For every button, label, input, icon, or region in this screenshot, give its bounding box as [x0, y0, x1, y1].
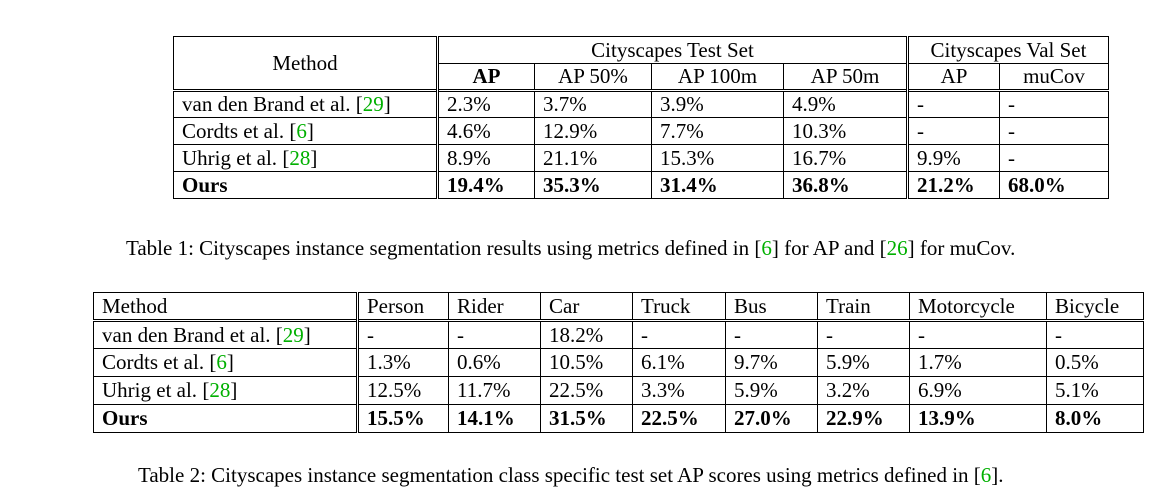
t2-cell: 0.6% [449, 349, 541, 377]
citation-link[interactable]: 26 [886, 236, 908, 260]
t2-cell: 3.2% [818, 377, 910, 405]
t2-cell: 1.3% [358, 349, 449, 377]
t2-cell: - [910, 321, 1047, 349]
t1-cell: 35.3% [535, 172, 652, 199]
t2-cell: 10.5% [541, 349, 633, 377]
t1-row-method: Cordts et al. [6] [174, 118, 438, 145]
table-row [174, 118, 1109, 145]
t1-cell: 12.9% [535, 118, 652, 145]
t2-cell: 0.5% [1047, 349, 1144, 377]
t2-cell: 5.9% [726, 377, 818, 405]
citation-link[interactable]: 6 [761, 236, 772, 260]
t1-cell: 21.2% [908, 172, 1000, 199]
t2-cell: 15.5% [358, 405, 449, 433]
table-row [174, 91, 1109, 118]
t1-cell: 4.9% [784, 91, 908, 118]
citation-link[interactable]: 28 [209, 378, 231, 402]
table-2-caption: Table 2: Cityscapes instance segmentation class specific test set AP scores using metrics defined in [6]. [138, 463, 1004, 487]
t1-cell: - [1000, 91, 1109, 118]
t1-cell: 8.9% [438, 145, 535, 172]
t2-header-bicycle: Bicycle [1047, 293, 1144, 321]
t2-row-method: Cordts et al. [6] [94, 349, 358, 377]
t2-cell: 12.5% [358, 377, 449, 405]
t1-cell: 21.1% [535, 145, 652, 172]
t1-cell: 16.7% [784, 145, 908, 172]
table-2 [93, 292, 1144, 433]
t1-row-method-ours: Ours [174, 172, 438, 199]
t2-header-rider: Rider [449, 293, 541, 321]
t2-header-motorcycle: Motorcycle [910, 293, 1047, 321]
t2-cell: 22.5% [541, 377, 633, 405]
t2-header-truck: Truck [633, 293, 726, 321]
t2-cell: 11.7% [449, 377, 541, 405]
t2-cell: 5.1% [1047, 377, 1144, 405]
citation-link[interactable]: 6 [216, 350, 227, 374]
t2-row-method-ours: Ours [94, 405, 358, 433]
t2-header-train: Train [818, 293, 910, 321]
t2-cell: 22.5% [633, 405, 726, 433]
t2-row-method: Uhrig et al. [28] [94, 377, 358, 405]
t2-cell: 31.5% [541, 405, 633, 433]
t1-col-ap100m: AP 100m [652, 64, 784, 91]
t2-cell: 6.1% [633, 349, 726, 377]
t1-cell: 3.9% [652, 91, 784, 118]
t2-header-bus: Bus [726, 293, 818, 321]
t1-header-test-group: Cityscapes Test Set [438, 37, 908, 64]
t1-header-val-group: Cityscapes Val Set [908, 37, 1109, 64]
t1-cell: 15.3% [652, 145, 784, 172]
citation-link[interactable]: 6 [296, 118, 307, 143]
table-row [94, 349, 1144, 377]
t1-cell: - [1000, 145, 1109, 172]
table-row [94, 321, 1144, 349]
t1-cell: 3.7% [535, 91, 652, 118]
t2-header-car: Car [541, 293, 633, 321]
t1-row-method: van den Brand et al. [29] [174, 91, 438, 118]
t2-header-method: Method [94, 293, 358, 321]
t2-cell: 14.1% [449, 405, 541, 433]
t1-cell: - [1000, 118, 1109, 145]
t2-cell: - [358, 321, 449, 349]
t2-cell: - [633, 321, 726, 349]
t1-row-method: Uhrig et al. [28] [174, 145, 438, 172]
t2-cell: 6.9% [910, 377, 1047, 405]
t1-cell: 10.3% [784, 118, 908, 145]
t1-cell: - [908, 91, 1000, 118]
citation-link[interactable]: 29 [362, 92, 384, 116]
t1-cell: 31.4% [652, 172, 784, 199]
t1-cell: 7.7% [652, 118, 784, 145]
table-row [174, 172, 1109, 199]
table-row [94, 405, 1144, 433]
t1-col-ap: AP [438, 64, 535, 91]
t2-cell: 1.7% [910, 349, 1047, 377]
t1-cell: 36.8% [784, 172, 908, 199]
t2-cell: 22.9% [818, 405, 910, 433]
t1-header-method: Method [174, 37, 438, 91]
t1-cell: 2.3% [438, 91, 535, 118]
t2-cell: - [818, 321, 910, 349]
t2-cell: - [1047, 321, 1144, 349]
t1-cell: 19.4% [438, 172, 535, 199]
t1-cell: 68.0% [1000, 172, 1109, 199]
table-1 [173, 36, 1109, 199]
citation-link[interactable]: 29 [282, 322, 304, 347]
t2-cell: - [726, 321, 818, 349]
table-row [174, 145, 1109, 172]
t1-cell: 4.6% [438, 118, 535, 145]
t1-col-ap50: AP 50% [535, 64, 652, 91]
t1-col-mucov: muCov [1000, 64, 1109, 91]
t1-col-ap50m: AP 50m [784, 64, 908, 91]
citation-link[interactable]: 28 [289, 145, 311, 170]
t2-header-person: Person [358, 293, 449, 321]
t2-cell: 5.9% [818, 349, 910, 377]
t2-cell: 8.0% [1047, 405, 1144, 433]
t2-cell: 27.0% [726, 405, 818, 433]
t1-col-val-ap: AP [908, 64, 1000, 91]
t2-cell: 13.9% [910, 405, 1047, 433]
t2-cell: 9.7% [726, 349, 818, 377]
table-row [94, 377, 1144, 405]
t2-cell: 18.2% [541, 321, 633, 349]
t1-cell: - [908, 118, 1000, 145]
t2-row-method: van den Brand et al. [29] [94, 321, 358, 349]
t1-cell: 9.9% [908, 145, 1000, 172]
t2-cell: 3.3% [633, 377, 726, 405]
table-1-caption: Table 1: Cityscapes instance segmentation results using metrics defined in [6] for AP and [26] for muCov. [126, 236, 1016, 260]
citation-link[interactable]: 6 [980, 463, 992, 487]
t2-cell: - [449, 321, 541, 349]
